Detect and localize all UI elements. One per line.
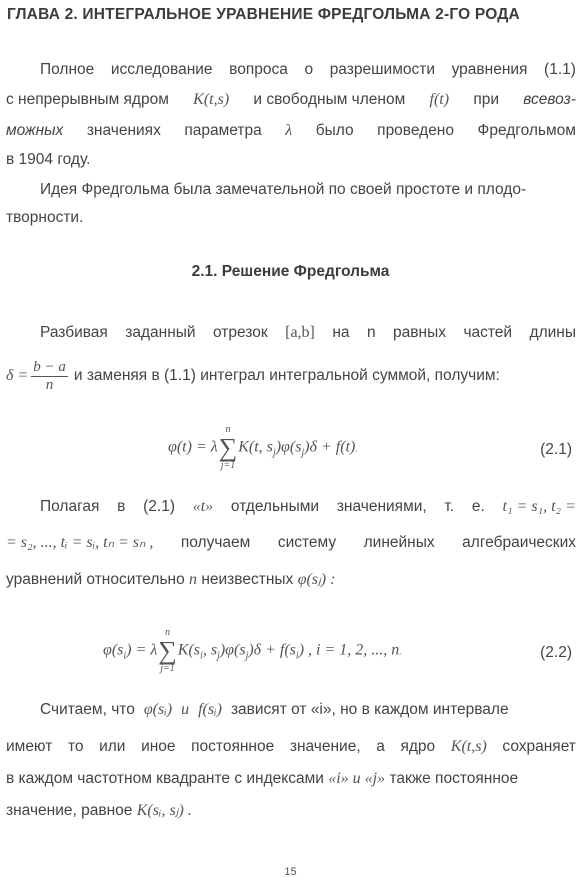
index-symbols: «i» и «j» [328, 770, 386, 787]
equation-lhs: ) = λ [126, 641, 158, 659]
intro-line-6: творности. [6, 209, 84, 226]
word: или [99, 738, 126, 755]
subscript: j [245, 650, 249, 662]
equation-lhs: φ(t) = λ [168, 438, 218, 456]
word: систему [277, 534, 337, 551]
sum-upper-limit: n [225, 424, 231, 435]
p2-line-2 [6, 356, 576, 396]
p2-line-1 [40, 323, 576, 343]
equation-ref: (1.1) [544, 61, 576, 78]
italic-word: всевоз- [523, 91, 576, 108]
text-span: уравнений относительно [6, 571, 185, 588]
intro-line-4: в 1904 году. [6, 151, 91, 168]
delta-definition: δ = [6, 367, 29, 384]
word: частей [463, 324, 513, 341]
sigma-icon: ∑ [218, 433, 238, 462]
equation-2-1 [168, 425, 358, 471]
chapter-heading: ГЛАВА 2. ИНТЕГРАЛЬНОЕ УРАВНЕНИЕ ФРЕДГОЛЬМА 2-ГО РОДА [7, 6, 520, 23]
word: иное [141, 738, 176, 755]
p4-line-1 [40, 700, 576, 720]
word: значениях [86, 122, 161, 139]
equation-term: )φ(s [219, 641, 246, 659]
text-span: при [473, 91, 499, 108]
subscript: i [295, 650, 299, 662]
sigma-icon: ∑ [158, 636, 177, 665]
word: на [332, 324, 350, 341]
sum-symbol [219, 425, 238, 471]
kernel-symbol: K(t,s) [193, 91, 230, 108]
word: проведено [377, 122, 454, 139]
text-span: значение, равное [6, 802, 133, 819]
p4-line-4 [6, 801, 576, 821]
text-span: также постоянное [389, 770, 519, 787]
fraction-numerator: b − a [33, 358, 66, 375]
text-span: неизвестных [201, 571, 294, 588]
fraction-denominator: n [45, 376, 54, 393]
word: значениями, [336, 498, 427, 515]
intro-line-3 [6, 121, 576, 141]
subscript: j [217, 650, 220, 662]
equation-term: , s [202, 641, 218, 659]
page-number: 15 [284, 866, 297, 878]
math-expression: = s₂, ..., tᵢ = sᵢ, tₙ = sₙ , [6, 534, 154, 551]
word: отрезок [213, 324, 268, 341]
word: уравнения [451, 61, 528, 78]
math-expression: φ(sⱼ) : [297, 571, 336, 588]
equation-ref: (2.1) [143, 498, 175, 515]
math-expression: f(sᵢ) [198, 701, 222, 718]
t-symbol: «t» [192, 498, 214, 515]
word: Фредгольмом [477, 122, 576, 139]
p3-line-1 [40, 497, 576, 517]
word: разрешимости [329, 61, 435, 78]
p3-line-2 [6, 533, 576, 553]
word: имеют [6, 738, 53, 755]
word: заданный [125, 324, 196, 341]
word: в [117, 498, 126, 515]
word: Полное [40, 61, 95, 78]
word: постоянное [191, 738, 275, 755]
word: значение, [289, 738, 361, 755]
kernel-symbol: K(t,s) [450, 738, 487, 755]
p4-line-3 [6, 769, 576, 789]
p4-line-2 [6, 737, 576, 757]
word: и [181, 701, 190, 718]
text-span: Считаем, что [40, 701, 135, 718]
math-expression: t₁ = s₁, t₂ = [502, 498, 576, 515]
period: . [355, 443, 358, 454]
word: линейных [363, 534, 435, 551]
equation-number-2-2: (2.2) [540, 644, 572, 661]
word: вопроса [229, 61, 288, 78]
word: е. [471, 498, 485, 515]
lambda-symbol: λ [285, 122, 293, 139]
text-span: зависят от «i», но в каждом интервале [230, 701, 509, 718]
free-term-symbol: f(t) [429, 91, 450, 108]
equation-lhs: φ(s [103, 641, 124, 659]
text-span: и заменяя в (1.1) интеграл интегральной суммой, получим: [73, 367, 500, 384]
word: было [315, 122, 354, 139]
word: то [67, 738, 84, 755]
text-span: с непрерывным ядром [6, 91, 169, 108]
sum-symbol [158, 628, 177, 674]
word: равных [393, 324, 446, 341]
word: длины [529, 324, 576, 341]
sum-upper-limit: n [165, 627, 171, 638]
kernel-value: K(sᵢ, sⱼ) . [136, 802, 192, 819]
equation-term: )φ(s [275, 438, 302, 456]
equation-term: K(s [177, 641, 201, 659]
intro-line-2 [6, 90, 576, 110]
n-symbol: n [189, 571, 198, 588]
delta-fraction [31, 359, 68, 394]
word: n [366, 324, 376, 341]
equation-term: K(t, s [238, 438, 273, 456]
equation-number-2-1: (2.1) [540, 441, 572, 458]
word: отдельными [230, 498, 320, 515]
sum-lower-limit: j=1 [160, 663, 175, 674]
sum-lower-limit: j=1 [220, 460, 236, 471]
equation-term: ) , i = 1, 2, ..., n [298, 641, 400, 659]
word: алгебраических [462, 534, 576, 551]
subscript: j [272, 447, 276, 459]
intro-line-1 [40, 60, 576, 80]
word: получаем [180, 534, 251, 551]
text-span: и свободным членом [253, 91, 406, 108]
text-span: в каждом частотном квадранте с индексами [6, 770, 324, 787]
period: . [399, 646, 402, 657]
section-title: 2.1. Решение Фредгольма [191, 263, 390, 280]
word: Разбивая [40, 324, 108, 341]
word: Полагая [40, 498, 100, 515]
p3-line-3 [6, 570, 576, 590]
math-expression: φ(sᵢ) [143, 701, 173, 718]
equation-term: )δ + f(t) [304, 438, 356, 456]
subscript: i [123, 650, 127, 662]
subscript: i [200, 650, 203, 662]
word: исследование [110, 61, 213, 78]
word: сохраняет [502, 738, 576, 755]
word: ядро [400, 738, 436, 755]
word: т. [444, 498, 455, 515]
word: параметра [184, 122, 262, 139]
word: о [304, 61, 314, 78]
equation-2-2 [103, 628, 402, 674]
interval-symbol: [a,b] [285, 324, 315, 341]
subscript: j [301, 447, 305, 459]
equation-term: )δ + f(s [248, 641, 296, 659]
intro-line-5: Идея Фредгольма была замечательной по своей простоте и плодо- [40, 181, 527, 198]
word: а [376, 738, 385, 755]
italic-word: можных [6, 122, 64, 139]
